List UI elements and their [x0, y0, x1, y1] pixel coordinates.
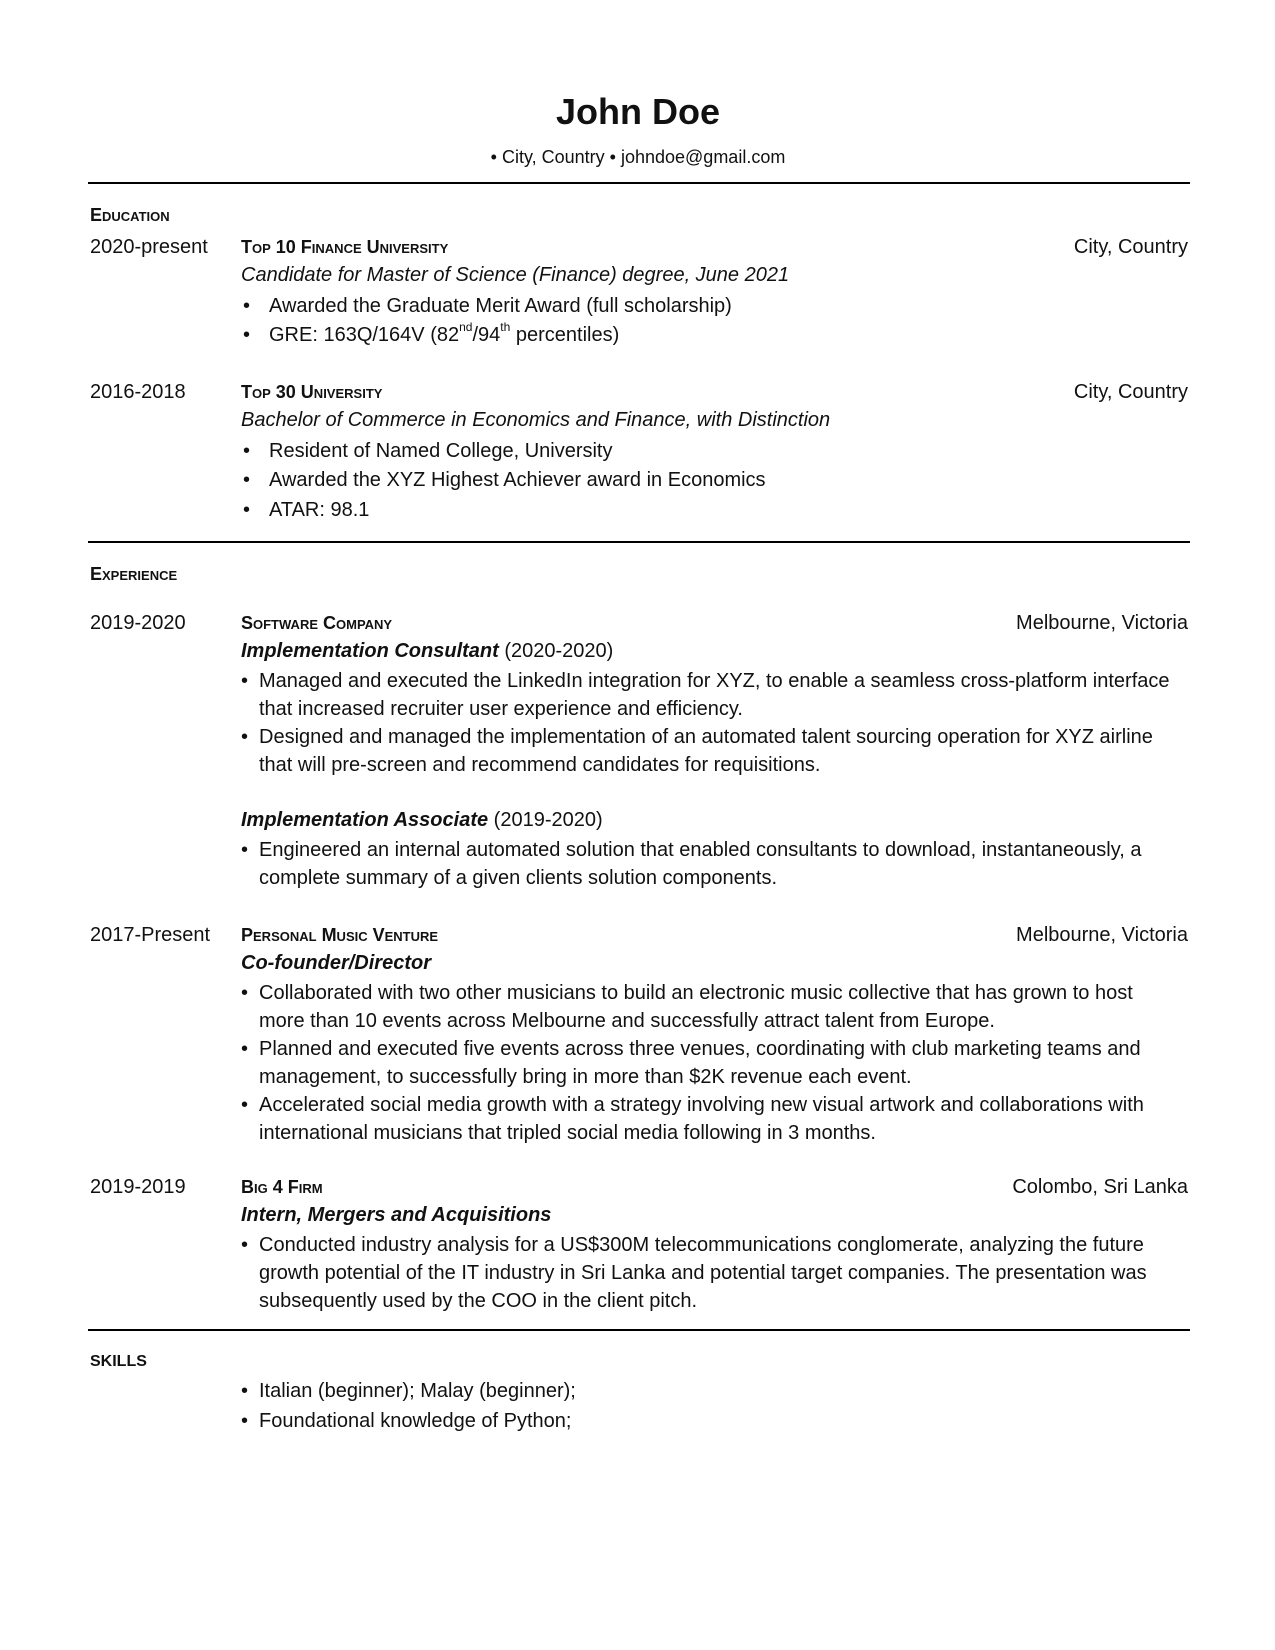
job-role [241, 807, 603, 833]
skills-heading: SKILLS [90, 1353, 147, 1370]
job-title: Implementation Associate [241, 809, 489, 831]
list-item [241, 1231, 1179, 1315]
job-role [241, 950, 431, 976]
job-title: Intern, Mergers and Acquisitions [241, 1204, 552, 1226]
list-item-text: Engineered an internal automated solution that enabled consultants to download, instantaneously, a complete summary of a given clients solution components. [259, 839, 1142, 889]
education-degree: Candidate for Master of Science (Finance) degree, June 2021 [241, 264, 790, 286]
bullet-icon: • [241, 1380, 249, 1402]
list-item [241, 979, 1179, 1035]
bullet-icon: • [243, 440, 251, 462]
resume-page [88, 0, 1188, 1650]
list-item [241, 1407, 1179, 1435]
list-item-text: /94 [472, 324, 501, 346]
bullet-icon: • [241, 839, 249, 861]
bullet-icon: • [243, 499, 251, 521]
education-institution: Top 30 University [241, 382, 383, 402]
education-institution: Top 10 Finance University [241, 237, 449, 257]
education-location: City, Country [1073, 381, 1188, 403]
bullet-icon: • [243, 295, 251, 317]
experience-location: Melbourne, Victoria [1016, 612, 1188, 634]
bullet-icon: • [241, 1234, 249, 1256]
experience-company: Big 4 Firm [241, 1177, 323, 1197]
bullet-icon: • [243, 324, 251, 346]
bullet-icon: • [241, 982, 249, 1004]
list-item [241, 321, 1209, 349]
list-item-text: Planned and executed five events across three venues, coordinating with club marketing teams and management, to successfully bring in more than $2K revenue each event. [259, 1038, 1141, 1088]
experience-company: Personal Music Venture [241, 925, 439, 945]
job-title: Co-founder/Director [241, 952, 431, 974]
job-role [241, 1202, 551, 1228]
experience-date: 2019-2020 [90, 612, 186, 634]
list-item [241, 292, 1209, 320]
section-divider [88, 541, 1190, 543]
education-location: City, Country [1073, 236, 1188, 258]
contact-line: • City, Country • johndoe@gmail.com [490, 147, 786, 167]
list-item [241, 466, 1209, 494]
list-item [241, 496, 1209, 524]
bullet-icon: • [241, 1410, 249, 1432]
list-item [241, 667, 1179, 723]
education-date: 2016-2018 [90, 381, 186, 403]
experience-location: Colombo, Sri Lanka [1012, 1176, 1188, 1198]
job-title: Implementation Consultant [241, 640, 499, 662]
list-item-text: percentiles) [510, 324, 620, 346]
section-divider [88, 182, 1190, 184]
list-item [241, 1035, 1179, 1091]
bullet-icon: • [241, 670, 249, 692]
list-item-text: Accelerated social media growth with a strategy involving new visual artwork and collaborations with international musicians that tripled social media following in 3 months. [259, 1094, 1144, 1144]
list-item-text: Italian (beginner); Malay (beginner); [259, 1380, 576, 1402]
list-item-text: ATAR: 98.1 [269, 499, 370, 521]
list-item-text: Managed and executed the LinkedIn integration for XYZ, to enable a seamless cross-platform interface that increased recruiter user experience and efficiency. [259, 670, 1170, 720]
experience-date: 2019-2019 [90, 1176, 186, 1198]
experience-heading: Experience [90, 564, 178, 584]
experience-company: Software Company [241, 613, 393, 633]
list-item-text: Foundational knowledge of Python; [259, 1410, 572, 1432]
list-item-text: Awarded the XYZ Highest Achiever award in Economics [269, 469, 766, 491]
list-item-text: Designed and managed the implementation of an automated talent sourcing operation for XYZ airline that will pre-screen and recommend candidates for requisitions. [259, 726, 1153, 776]
list-item [241, 836, 1179, 892]
list-item-text: Collaborated with two other musicians to build an electronic music collective that has grown to host more than 10 events across Melbourne and successfully attract talent from Europe. [259, 982, 1133, 1032]
list-item-text: Conducted industry analysis for a US$300M telecommunications conglomerate, analyzing the future growth potential of the IT industry in Sri Lanka and potential target companies. The presentation was subsequently used by the COO in the client pitch. [259, 1234, 1147, 1312]
list-item [241, 1091, 1179, 1147]
list-item [241, 437, 1209, 465]
bullet-icon: • [241, 726, 249, 748]
bullet-icon: • [243, 469, 251, 491]
candidate-name: John Doe [555, 91, 720, 132]
ordinal-suffix: nd [459, 320, 473, 335]
education-degree: Bachelor of Commerce in Economics and Finance, with Distinction [241, 409, 831, 431]
section-divider [88, 1329, 1190, 1331]
bullet-icon: • [241, 1094, 249, 1116]
job-role [241, 638, 613, 664]
list-item [241, 723, 1179, 779]
job-period: (2019-2020) [488, 809, 603, 831]
education-date: 2020-present [90, 236, 208, 258]
bullet-icon: • [241, 1038, 249, 1060]
education-heading: Education [90, 205, 170, 225]
job-period: (2020-2020) [498, 640, 614, 662]
list-item [241, 1377, 1179, 1405]
list-item-text: GRE: 163Q/164V (82 [269, 324, 460, 346]
list-item-text: Resident of Named College, University [269, 440, 613, 462]
ordinal-suffix: th [500, 320, 511, 335]
list-item-text: Awarded the Graduate Merit Award (full scholarship) [269, 295, 732, 317]
experience-location: Melbourne, Victoria [1016, 924, 1188, 946]
experience-date: 2017-Present [90, 924, 211, 946]
